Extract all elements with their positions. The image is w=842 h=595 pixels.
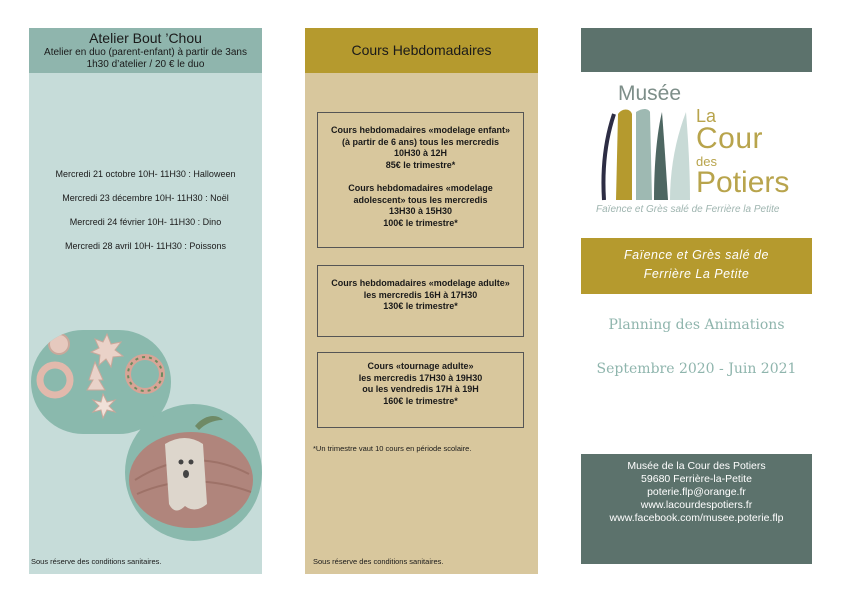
atelier-header [29,28,262,73]
course-box-adult-tournage [317,352,524,428]
course-line: 160€ le trimestre* [383,395,458,406]
cover-title: Planning des Animations [608,317,785,333]
sanitary-note: Sous réserve des conditions sanitaires. [31,557,162,566]
course-box-children-teens [317,112,524,248]
logo-cour-text: Cour [696,122,764,155]
course-line: 100€ le trimestre* [383,217,458,228]
atelier-date: Mercredi 28 avril 10H- 11H30 : Poissons [65,241,226,251]
atelier-panel [29,28,262,574]
contact-block [581,454,812,564]
logo-vase-icon [596,108,696,202]
contact-website: www.lacourdespotiers.fr [640,499,753,511]
course-line: 85€ le trimestre* [385,159,456,170]
contact-address: 59680 Ferrière-la-Petite [641,473,752,485]
contact-name: Musée de la Cour des Potiers [627,460,766,472]
logo-potiers-text: Potiers [696,166,790,199]
course-line: Cours hebdomadaires «modelage adulte» [331,278,510,288]
atelier-dates [29,168,262,264]
cover-top-bar [581,28,812,72]
contact-email: poterie.flp@orange.fr [647,486,746,498]
course-line: 10H30 à 12H [393,148,448,158]
course-line: Cours hebdomadaires «modelage [348,183,493,193]
banner-line: Faïence et Grès salé de [624,248,769,262]
course-box-adult-modelage [317,265,524,337]
cover-period: Septembre 2020 - Juin 2021 [596,361,797,377]
cours-header [305,28,538,73]
cours-title: Cours Hebdomadaires [351,42,492,58]
atelier-date: Mercredi 21 octobre 10H- 11H30 : Halloween [55,169,236,179]
course-line: 13H30 à 15H30 [388,206,453,216]
logo-la-text: La [696,106,717,126]
atelier-title: Atelier Bout ’Chou [89,30,202,46]
atelier-date: Mercredi 23 décembre 10H- 11H30 : Noël [62,193,229,203]
atelier-subtitle: Atelier en duo (parent-enfant) à partir de 3ans 1h30 d’atelier / 20 € le duo [44,47,247,70]
logo-des-text: des [696,154,717,169]
course-line: Cours hebdomadaires «modelage enfant» [330,125,511,135]
trimester-footnote: *Un trimestre vaut 10 cours en période scolaire. [313,444,472,453]
cover-banner [581,238,812,294]
atelier-date: Mercredi 24 février 10H- 11H30 : Dino [69,217,222,227]
cours-panel [305,28,538,574]
pumpkin-ghost-photo [125,404,262,541]
course-line: les mercredis 17H30 à 19H30 [358,372,483,383]
course-line: Cours «tournage adulte» [367,361,474,371]
contact-facebook: www.facebook.com/musee.poterie.flp [609,512,784,524]
course-line: ou les vendredis 17H à 19H [362,384,479,394]
sanitary-note: Sous réserve des conditions sanitaires. [313,557,444,566]
logo-musee-text: Musée [618,82,682,105]
course-line: les mercredis 16H à 17H30 [363,289,478,300]
logo-tagline: Faïence et Grès salé de Ferrière la Petite [596,204,780,215]
banner-line: Ferrière La Petite [643,267,750,281]
course-line: (à partir de 6 ans) tous les mercredis [341,136,500,147]
museum-logo [590,80,810,225]
course-line: 130€ le trimestre* [383,301,458,311]
course-line: adolescent» tous les mercredis [353,194,488,205]
